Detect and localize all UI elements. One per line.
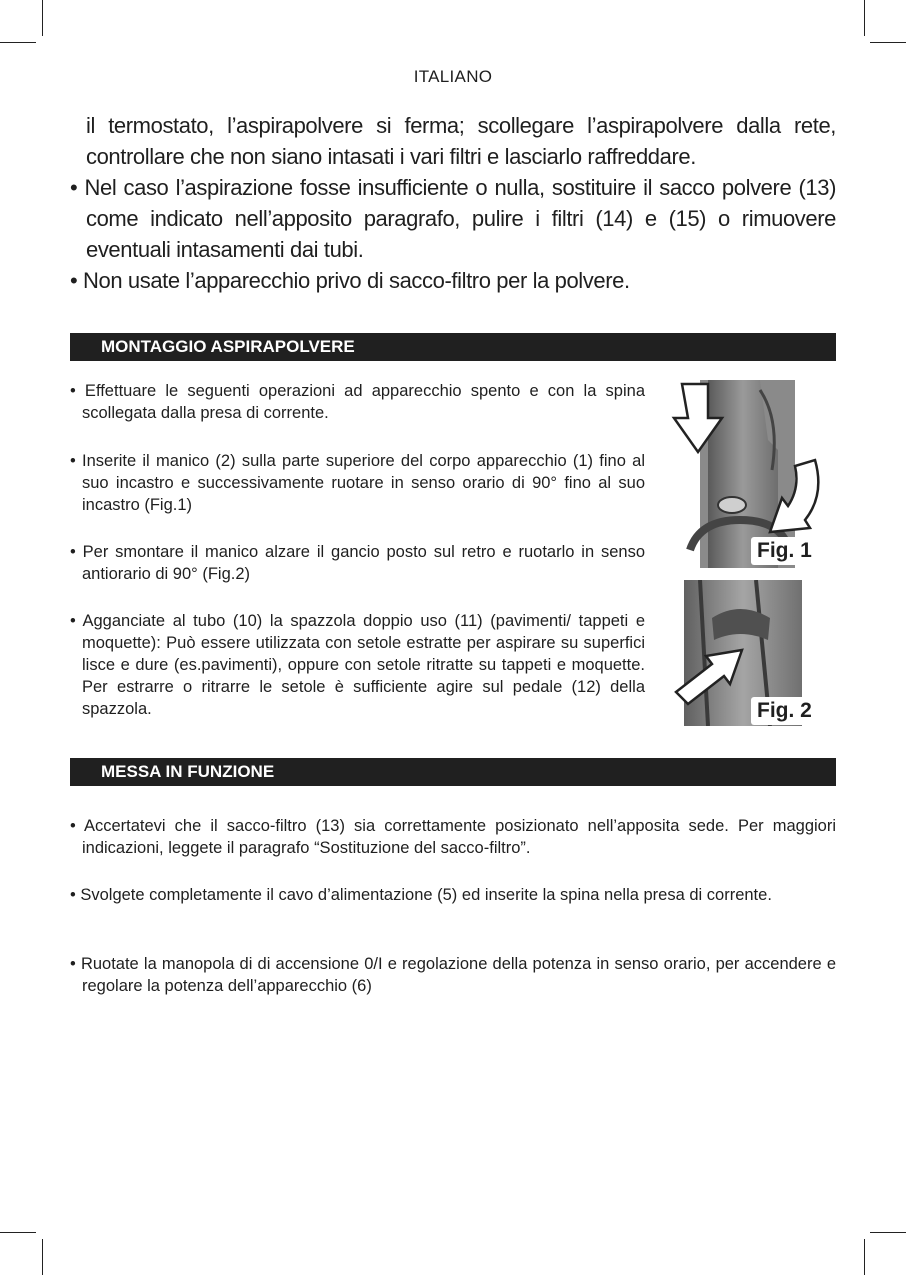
figure-1 — [660, 380, 836, 568]
intro-bullet: • Nel caso l’aspirazione fosse insufficiente o nulla, sostituire il sacco polvere (13) come indicato nell’apposito paragrafo, pulire i filtri (14) e (15) o rimuovere eventuali intasamenti dai tubi. — [70, 175, 836, 262]
crop-mark — [870, 42, 906, 43]
crop-mark — [0, 1232, 36, 1233]
montaggio-item: • Per smontare il manico alzare il gancio posto sul retro e ruotarlo in senso antiorario di 90° (Fig.2) — [70, 543, 645, 583]
crop-mark — [0, 42, 36, 43]
montaggio-item: • Inserite il manico (2) sulla parte superiore del corpo apparecchio (1) fino al suo incastro e successivamente ruotare in senso orario di 90° fino al suo incastro (Fig.1) — [70, 452, 645, 514]
funzione-item: • Ruotate la manopola di di accensione 0/I e regolazione della potenza in senso orario, per accendere e regolare la potenza dell’apparecchio (6) — [70, 955, 836, 995]
intro-text — [70, 110, 836, 296]
page-language-header: ITALIANO — [413, 67, 493, 86]
section-heading-funzione: MESSA IN FUNZIONE — [70, 758, 836, 786]
montaggio-item: • Agganciate al tubo (10) la spazzola doppio uso (11) (pavimenti/ tappeti e moquette): Può essere utilizzata con setole estratte per aspirare su superfici lisce e dure (es.pavimenti), oppure con setole ritratte su tappeti e moquette. Per estrarre o ritrarre le setole è sufficiente agire sul pedale (12) della spazzola. — [70, 612, 645, 718]
crop-mark — [864, 1239, 865, 1275]
crop-mark — [870, 1232, 906, 1233]
funzione-item: • Svolgete completamente il cavo d’alimentazione (5) ed inserite la spina nella presa di corrente. — [70, 886, 772, 904]
montaggio-item: • Effettuare le seguenti operazioni ad apparecchio spento e con la spina scollegata dalla presa di corrente. — [70, 382, 645, 422]
crop-mark — [42, 1239, 43, 1275]
crop-mark — [864, 0, 865, 36]
figure-2 — [660, 580, 836, 726]
intro-bullet: • Non usate l’apparecchio privo di sacco-filtro per la polvere. — [70, 268, 630, 293]
figure-1-label: Fig. 1 — [751, 537, 818, 565]
intro-continuation: il termostato, l’aspirapolvere si ferma; scollegare l’aspirapolvere dalla rete, controllare che non siano intasati i vari filtri e lasciarlo raffreddare. — [86, 113, 836, 169]
funzione-item: • Accertatevi che il sacco-filtro (13) sia correttamente posizionato nell’apposita sede. Per maggiori indicazioni, leggete il paragrafo “Sostituzione del sacco-filtro”. — [70, 817, 836, 857]
figure-2-label: Fig. 2 — [751, 697, 818, 725]
crop-mark — [42, 0, 43, 36]
section-heading-montaggio: MONTAGGIO ASPIRAPOLVERE — [70, 333, 836, 361]
